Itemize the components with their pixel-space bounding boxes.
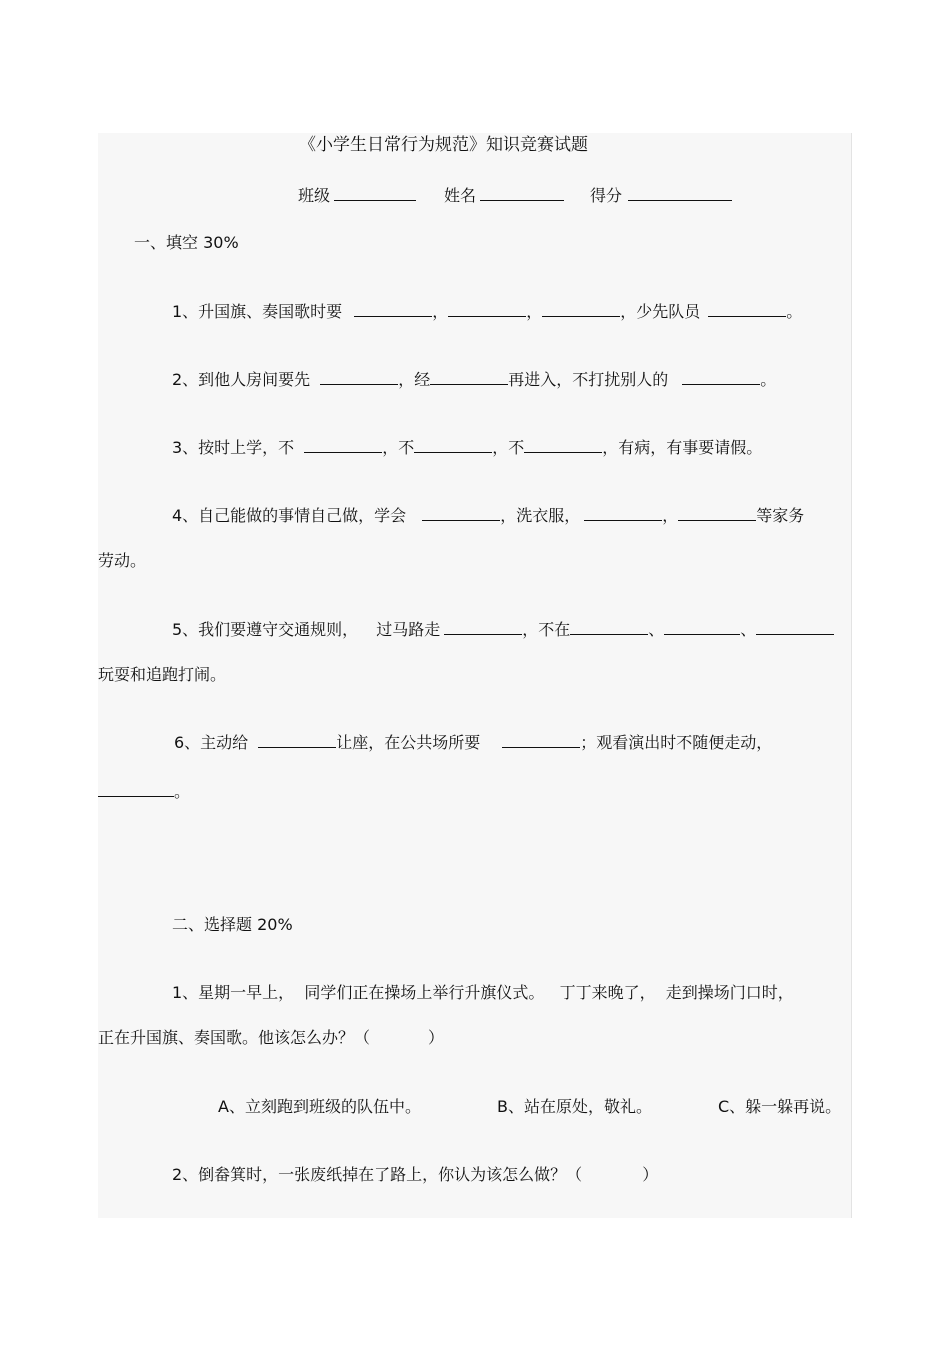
q5-blank-1[interactable] (444, 618, 522, 635)
q1-blank-2[interactable] (448, 300, 526, 317)
q2-text-b: ，经 (398, 370, 431, 389)
section-heading-fill-in: 一、填空 30% (134, 233, 239, 252)
question-1 (172, 300, 802, 323)
q4-text-a: 4、自己能做的事情自己做，学会 (172, 506, 407, 525)
class-label: 班级 (298, 186, 331, 205)
question-4 (172, 504, 804, 527)
q5-text-a: 5、我们要遵守交通规则， (172, 620, 359, 639)
q3-text-c: ，不 (492, 438, 525, 457)
q2-blank-2[interactable] (430, 368, 508, 385)
q1-text-e: 。 (786, 302, 803, 321)
score-field (590, 184, 732, 207)
q5-text-c: ，不在 (522, 620, 571, 639)
q4-text-c: ， (662, 506, 679, 525)
question-5 (172, 618, 834, 641)
q4-blank-3[interactable] (678, 504, 756, 521)
question-6 (174, 731, 772, 754)
q5-text-d: 、 (648, 620, 665, 639)
choice-q2-prompt: 2、倒畚箕时，一张废纸掉在了路上，你认为该怎么做？（ (172, 1165, 583, 1184)
q4-blank-2[interactable] (584, 504, 662, 521)
q1-text-c: ， (526, 302, 543, 321)
q2-text-a: 2、到他人房间要先 (172, 370, 311, 389)
question-6-continuation (98, 780, 190, 803)
q5-blank-4[interactable] (756, 618, 834, 635)
q4-text-d: 等家务 (756, 506, 805, 525)
q5-blank-3[interactable] (664, 618, 740, 635)
q1-blank-3[interactable] (542, 300, 620, 317)
q2-text-c: 再进入，不打扰别人的 (508, 370, 669, 389)
class-blank[interactable] (334, 184, 416, 201)
name-label: 姓名 (444, 186, 477, 205)
q5-text-e: 、 (740, 620, 757, 639)
q1-text-a: 1、升国旗、奏国歌时要 (172, 302, 343, 321)
q3-text-d: ，有病，有事要请假。 (602, 438, 763, 457)
page-title: 《小学生日常行为规范》知识竞赛试题 (299, 135, 588, 155)
choice-q1-option-b[interactable]: B、站在原处，敬礼。 (497, 1097, 652, 1116)
q2-blank-3[interactable] (682, 368, 760, 385)
q6-text-a: 6、主动给 (174, 733, 249, 752)
name-field (444, 184, 564, 207)
q1-text-b: ， (432, 302, 449, 321)
question-4-continuation: 劳动。 (98, 551, 147, 570)
q3-blank-3[interactable] (524, 436, 602, 453)
choice-question-1-line-1: 1、星期一早上， 同学们正在操场上举行升旗仪式。 丁丁来晚了， 走到操场门口时， (172, 983, 794, 1002)
choice-question-2 (172, 1164, 658, 1186)
choice-question-1-line-2 (98, 1027, 444, 1049)
q3-blank-2[interactable] (414, 436, 492, 453)
q6-text-c: ；观看演出时不随便走动， (580, 733, 773, 752)
q6-blank-1[interactable] (258, 731, 336, 748)
choice-q1-prompt: 正在升国旗、奏国歌。他该怎么办？（ (98, 1028, 371, 1047)
choice-q1-option-a[interactable]: A、立刻跑到班级的队伍中。 (218, 1097, 421, 1116)
q5-blank-2[interactable] (570, 618, 648, 635)
q6-text-b: 让座，在公共场所要 (336, 733, 481, 752)
q1-blank-1[interactable] (354, 300, 432, 317)
section-heading-multiple-choice: 二、选择题 20% (172, 915, 293, 934)
choice-q1-option-c[interactable]: C、躲一躲再说。 (718, 1097, 842, 1116)
q6-blank-2[interactable] (502, 731, 580, 748)
q2-text-d: 。 (760, 370, 777, 389)
q1-text-d: ，少先队员 (620, 302, 701, 321)
question-5-continuation: 玩耍和追跑打闹。 (98, 665, 227, 684)
q3-blank-1[interactable] (304, 436, 382, 453)
choice-q2-paren-close: ） (642, 1165, 659, 1184)
q3-text-a: 3、按时上学，不 (172, 438, 295, 457)
q3-text-b: ，不 (382, 438, 415, 457)
q6-text-d: 。 (174, 782, 191, 801)
class-field (298, 184, 416, 207)
q1-blank-4[interactable] (708, 300, 786, 317)
q5-text-b: 过马路走 (376, 620, 441, 639)
question-2 (172, 368, 776, 391)
q6-blank-3[interactable] (98, 780, 174, 797)
q4-text-b: ，洗衣服， (500, 506, 581, 525)
q2-blank-1[interactable] (320, 368, 398, 385)
question-3 (172, 436, 762, 459)
q4-blank-1[interactable] (422, 504, 500, 521)
choice-q1-paren-close: ） (428, 1028, 445, 1047)
score-blank[interactable] (628, 184, 732, 201)
score-label: 得分 (590, 186, 623, 205)
name-blank[interactable] (480, 184, 564, 201)
